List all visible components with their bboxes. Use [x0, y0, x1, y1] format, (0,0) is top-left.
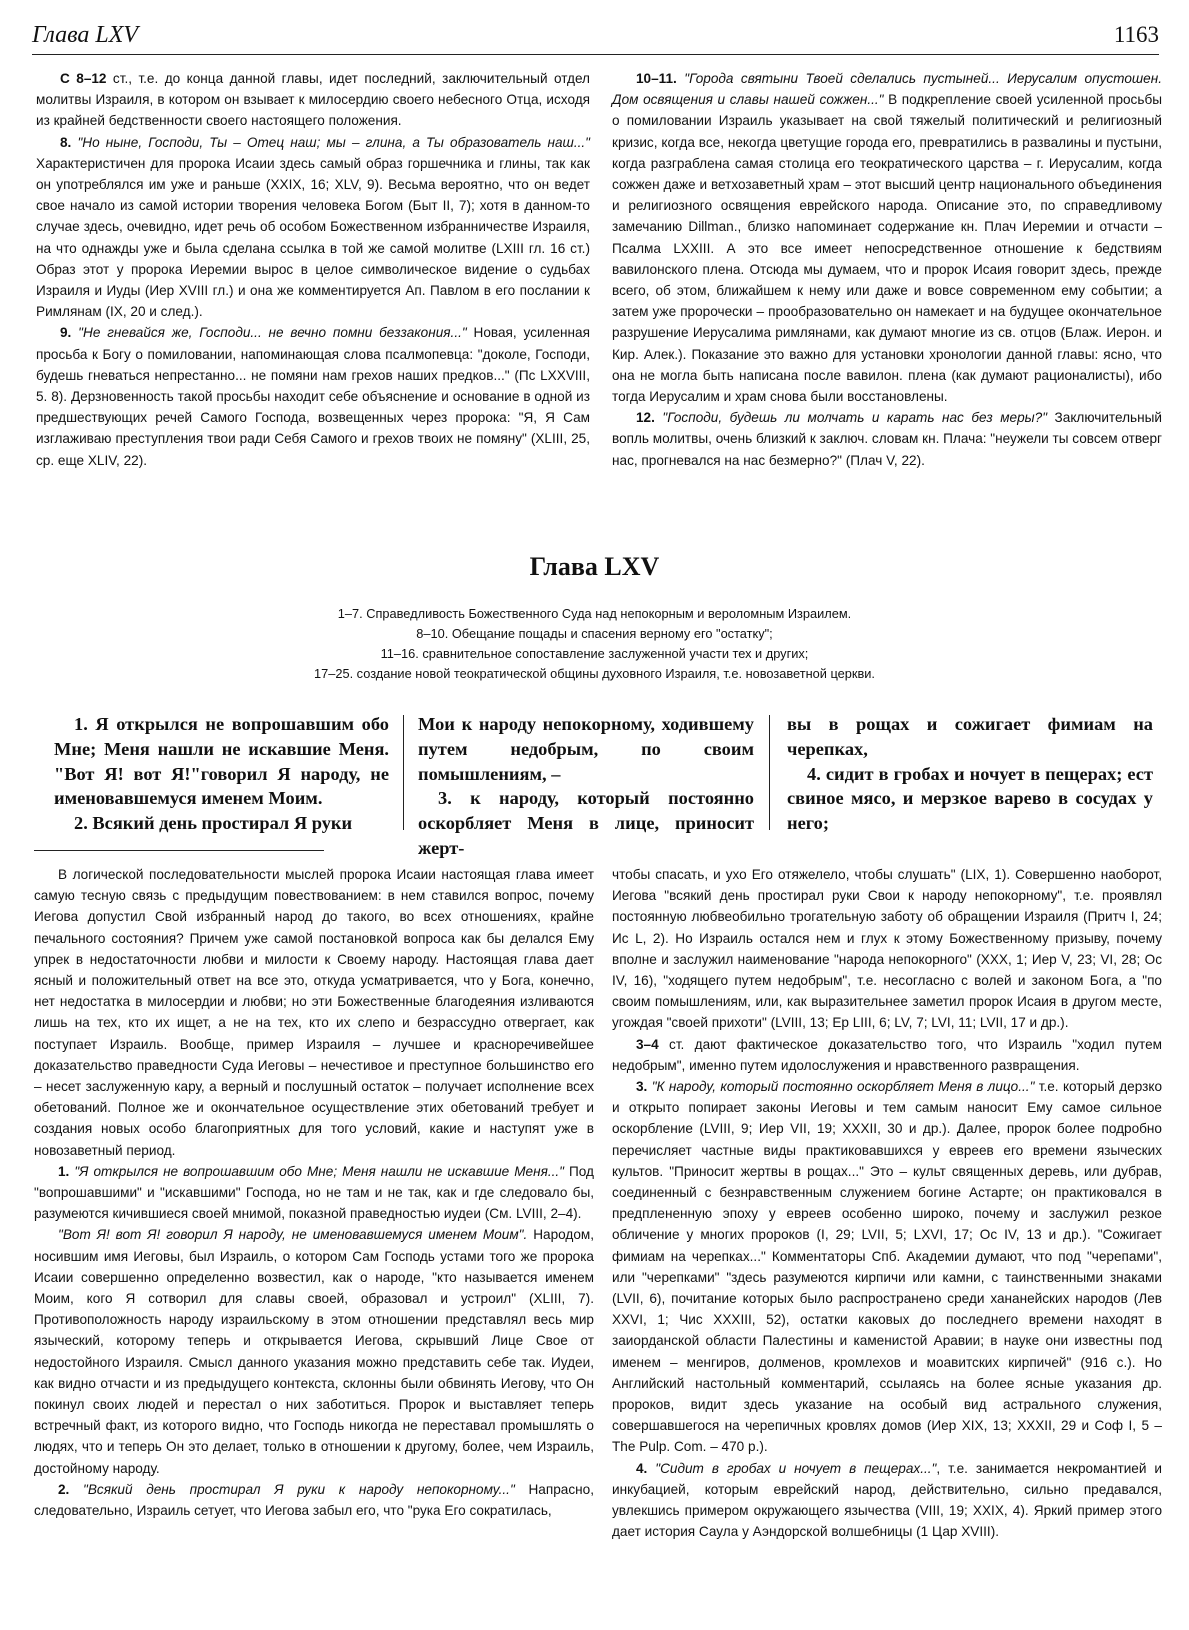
commentary-paragraph: [612, 407, 1162, 471]
commentary-text: Новая, усиленная просьба к Богу о помиловании, напоминающая слова псалмопевца: "доколе, Господи, будешь гневаться непрестанно... не помяни нам грехов наших предков..." (Пс LXXVIII, 5. 8). Дерзновенность такой просьбы находит себе объяснение и основание в одной из предшествующих речей Самого Господа, возвещенных через пророка: "Я, Я Сам изглаживаю преступления твои ради Себя Самого и грехов твоих не помяну" (XLIII, 25, ср. еще XLIV, 22).: [36, 325, 590, 468]
commentary-paragraph: [612, 1076, 1162, 1458]
commentary-paragraph: [34, 1161, 594, 1225]
chapter-title: Глава LXV: [529, 552, 660, 581]
quoted-verse: "Сидит в гробах и ночует в пещерах...": [647, 1460, 937, 1476]
commentary-text: В логической последовательности мыслей пророка Исаии настоящая глава имеет самую тесную связь с предыдущим повествованием: в нем ставился вопрос, почему Иегова допустил Свой избранный народ до такого, во всех отношениях, крайне печального состояния? Причем уже самой постановкой вопроса как бы делался Ему упрек в недостаточности любви и милости к Своему народу. Настоящая глава дает ясный и положительный ответ на все это, откуда усматривается, что у Бога, конечно, нет недостатка в милосердии и любви; но эти Божественные благодеяния изливаются лишь на тех, кто их ищет, а не на тех, кто их слепо и безрассудно отвергает, как поступает Израиль. Вообще, пример Израиля – лучшее и красноречивейшее доказательство праведности Суда Иеговы – нечестивое и преступное большинство его – несет заслуженную кару, а верный и послушный остаток – получает исполнение всех обетований. Полное же и окончательное осуществление этих обетований требует и создания новых особо благоприятных для того условий, какие и наступят уже в новозаветный период.: [34, 867, 594, 1158]
quoted-verse: "Вот Я! вот Я! говорил Я народу, не именовавшемуся именем Моим".: [58, 1227, 528, 1243]
verse-reference: 2.: [58, 1481, 70, 1497]
commentary-text: Народом, носившим имя Иеговы, был Израиль, о котором Сам Господь устами того же пророка Исаии совершенно определенно возвестил, как о народе, "кто называется именем Моим, кого Я сотворил для славы своей, образовал и устроил" (XLIII, 7). Противоположность народу израильскому в этом отношении представлял весь мир языческий, которому теперь и открывается Иегова, скрывший Лице Свое от недостойного Израиля. Смысл данного указания можно представить себе так. Иудеи, как видно отчасти и из предыдущего контекста, склонны были обвинять Иегову, что Он покинул своих людей и перестал о них заботиться. Пророк и выставляет теперь встречный факт, из которого видно, что Господь никогда не переставал промышлять о людях, что и теперь Он это делает, только в отношении к другому, более, чем Израиль, достойному народу.: [34, 1227, 595, 1476]
summary-line: 8–10. Обещание пощады и спасения верному его "остатку";: [416, 626, 773, 641]
commentary-text: , т.е. занимается некромантией и инкубацией, которым еврейский народ, действительно, сильно предавался, увлекшись примером окружающего язычества (VIII, 19; XXIX, 4). Яркий пример этого дает история Саула у Аэндорской волшебницы (1 Цар XVIII).: [612, 1460, 1162, 1540]
commentary-paragraph: [612, 1034, 1162, 1076]
header-chapter: Глава LXV: [32, 22, 139, 48]
verse-paragraph: 1. Я открылся не вопрошавшим обо Мне; Меня нашли не искавшие Меня. "Вот Я! вот Я!"говорил Я народу, не именовавшемуся именем Моим.: [54, 714, 389, 809]
verse-paragraph: вы в рощах и сожигает фимиам на черепках,: [787, 714, 1153, 759]
verse-reference: 9.: [60, 325, 72, 341]
verse-reference: 8.: [60, 134, 72, 150]
footnote-rule: [34, 850, 324, 851]
top-left-commentary: [36, 68, 590, 471]
column-divider: [403, 715, 404, 830]
verse-reference: 1.: [58, 1163, 70, 1179]
commentary-paragraph: [36, 132, 590, 323]
verse-reference: 10–11.: [636, 71, 677, 86]
page-number: 1163: [1113, 22, 1159, 47]
verse-reference: 4.: [636, 1460, 648, 1476]
verse-column-3: [787, 712, 1153, 836]
verse-column-1: [54, 712, 389, 836]
commentary-text: ст. дают фактическое доказательство того, что Израиль "ходил путем недобрым", именно путем идолослужения и нравственного развращения.: [612, 1036, 1162, 1073]
verse-reference: 12.: [636, 410, 655, 426]
quoted-verse: "Я открылся не вопрошавшим обо Мне; Меня нашли не искавшие Меня...": [69, 1163, 565, 1179]
commentary-text: Характеристичен для пророка Исаии здесь самый образ горшечника и глины, так как он употреблялся им уже и раньше (XXIX, 16; XLV, 9). Весьма вероятно, что он ведет свое начало из самой истории творения человека Богом (Быт II, 7); хотя в данном-то случае здесь, очевидно, идет речь об особом Божественном избранничестве Израиля, на что однажды уже и была сделана ссылка в той же самой молитве (LXIII гл. 16 ст.) Образ этот у пророка Иеремии вырос в целое символическое видение о судьбах Израиля и Иуды (Иер XVIII гл.) и она же комментируется Ап. Павлом в его послании к Римлянам (IX, 20 и след.).: [36, 155, 590, 320]
verse-reference: 3.: [636, 1079, 648, 1095]
verse-paragraph: 3. к народу, который постоянно оскорбляет Меня в лице, приносит жерт-: [418, 788, 754, 858]
top-right-commentary: [612, 68, 1162, 471]
commentary-paragraph: [34, 864, 594, 1161]
commentary-paragraph: [34, 1224, 594, 1478]
running-header: [32, 20, 1159, 55]
commentary-text: В подкрепление своей усиленной просьбы о помиловании Израиль указывает на свой тяжелый политический и религиозный кризис, когда все, некогда цветущие города его, превратились в развалины и пустыни, когда разграблена самая столица его теократического царства – г. Иерусалим, когда сожжен даже и ветхозаветный храм – этот высший центр национального объединения и религиозного освящения еврейского народа. Описание это, по справедливому замечанию Dillman., близко напоминает содержание кн. Плач Иеремии и отчасти – Псалма LXXIII. А это все имеет непосредственное отношение к бедствиям вавилонского плена. Отсюда мы думаем, что и пророк Исаия говорит здесь, прежде всего, об этом, ближайшем к нему или даже и вовсе современном ему событии; а затем уже пророчески – прообразовательно он намекает и на будущее окончательное разрушение Иерусалима римлянами, как думают многие из св. отцов (Блаж. Иерон. и Кир. Алек.). Показание это важно для установки хронологии данной главы: ясно, что она не могла быть написана после вавилон. плена (как думают рационалисты), ибо тогда Иерусалим и храм снова были восстановлены.: [612, 92, 1162, 405]
verse-reference: С 8–12: [60, 71, 107, 86]
quoted-verse: "Всякий день простирал Я руки к народу непокорному...": [69, 1481, 515, 1497]
commentary-paragraph: [612, 864, 1162, 1034]
chapter-summary: [0, 604, 1189, 684]
verse-paragraph: 2. Всякий день простирал Я руки: [74, 813, 353, 834]
commentary-paragraph: [612, 68, 1162, 407]
commentary-text: т.е. который дерзко и открыто попирает законы Иеговы и тем самым наносит Ему самое сильное оскорбление (LVIII, 9; Иер VII, 19; XXXII, 30 и др.). Далее, пророк более подробно перечисляет частные виды практиковавшихся у евреев его времени языческих культов. "Приносит жертвы в рощах..." Это – культ священных деревь, или дубрав, соединенный с безнравственным служением богине Астарте; он практиковался в предплененную эпоху у евреев особенно широко, почему и заслужил резкое обличение у многих пророков (I, 29; LVII, 5; LXVI, 17; Ос IV, 13 и др.). "Сожигает фимиам на черепках..." Комментаторы Спб. Академии думают, что под "черепами", или "черепками" "здесь разумеются кирпичи или камни, с таинственными знаками (LVII, 6), почитание которых было распространено среди хананейских народов (Лев XXVI, 1; Чис XXXIII, 52), остатки каковых до последнего времени находят в заиорданской области Палестины и каменистой Аравии; в науке они известны под именем – менгиров, долменов, кромлехов и моавитских кирпичей" (916 с.). Но Английский настольный комментарий, ссылаясь на более ясные указания др. пророков, видит здесь указание на особый вид астрального служения, совершавшегося на черепичных кровлях домов (Иер XIX, 13; XXXII, 29 и Соф I, 5 – The Pulp. Com. – 470 p.).: [612, 1079, 1163, 1455]
quoted-verse: "Не гневайся же, Господи... не вечно помни беззакония...": [71, 325, 467, 341]
commentary-text: Заключительный вопль молитвы, очень близкий к заключ. словам кн. Плача: "неужели ты совсем отверг нас, прогневался на нас безмерно?" (Плач V, 22).: [612, 410, 1162, 468]
quoted-verse: "Но ныне, Господи, Ты – Отец наш; мы – глина, а Ты образователь наш...": [71, 134, 590, 150]
commentary-paragraph: [36, 322, 590, 470]
verse-paragraph: 4. сидит в гробах и ночует в пещерах; ест свиное мясо, и мерзкое варево в сосудах у него;: [787, 763, 1153, 834]
commentary-text: чтобы спасать, и ухо Его отяжелело, чтобы слушать" (LIX, 1). Совершенно наоборот, Иегова "всякий день простирал руки Свои к народу непокорному", т.е. проявлял постоянную любвеобильно трогательную заботу об обращении Израиля (Притч I, 24; Ис L, 2). Но Израиль остался нем и глух к этому Божественному призыву, почему вполне и заслужил наименование "народа непокорного" (XXX, 1; Иер V, 23; VI, 28; Ос IV, 16), "ходящего путем недобрым", т.е. несогласно с волей и законом Бога, а "по своим помышлениям, или, как выразительнее заметил пророк Исаия в другом месте, угождая "своей прихоти" (LVIII, 13; Ер LIII, 6; LV, 7; LVI, 11; LVII, 17 и др.).: [612, 867, 1162, 1031]
quoted-verse: "Господи, будешь ли молчать и карать нас без меры?": [654, 410, 1048, 426]
quoted-verse: "Города святыни Твоей сделались пустыней... Иерусалим опустошен. Дом освящения и славы нашей сожжен...": [612, 71, 1162, 108]
commentary-paragraph: [34, 1479, 594, 1521]
summary-line: 11–16. сравнительное сопоставление заслуженной участи тех и других;: [380, 646, 809, 661]
verse-reference: 3–4: [636, 1036, 659, 1052]
summary-line: 17–25. создание новой теократической общины духовного Израиля, т.е. новозаветной церкви.: [313, 666, 875, 681]
column-divider: [769, 715, 770, 830]
verse-column-2: [418, 712, 754, 861]
commentary-text: ст., т.е. до конца данной главы, идет последний, заключительный отдел молитвы Израиля, в котором он взывает к милосердию своего небесного Отца, исходя из крайней бедственности своего настоящего положения.: [36, 71, 590, 129]
bottom-right-commentary: [612, 864, 1162, 1543]
commentary-paragraph: [612, 1458, 1162, 1543]
verse-paragraph: Мои к народу непокорному, ходившему путем недобрым, по своим помышлениям, –: [418, 714, 754, 784]
commentary-text: Под "вопрошавшими" и "искавшими" Господа, но не там и не так, как и где следовало бы, разумеются кичившиеся своей мнимой, показной праведностью иудеи (См. LVIII, 2–4).: [34, 1163, 594, 1222]
bottom-left-commentary: [34, 864, 594, 1521]
commentary-text: Напрасно, следовательно, Израиль сетует, что Иегова забыл его, что "рука Его сократилась,: [34, 1481, 594, 1519]
commentary-paragraph: [36, 68, 590, 132]
summary-line: 1–7. Справедливость Божественного Суда над непокорным и вероломным Израилем.: [337, 606, 852, 621]
quoted-verse: "К народу, который постоянно оскорбляет Меня в лицо...": [647, 1079, 1035, 1095]
